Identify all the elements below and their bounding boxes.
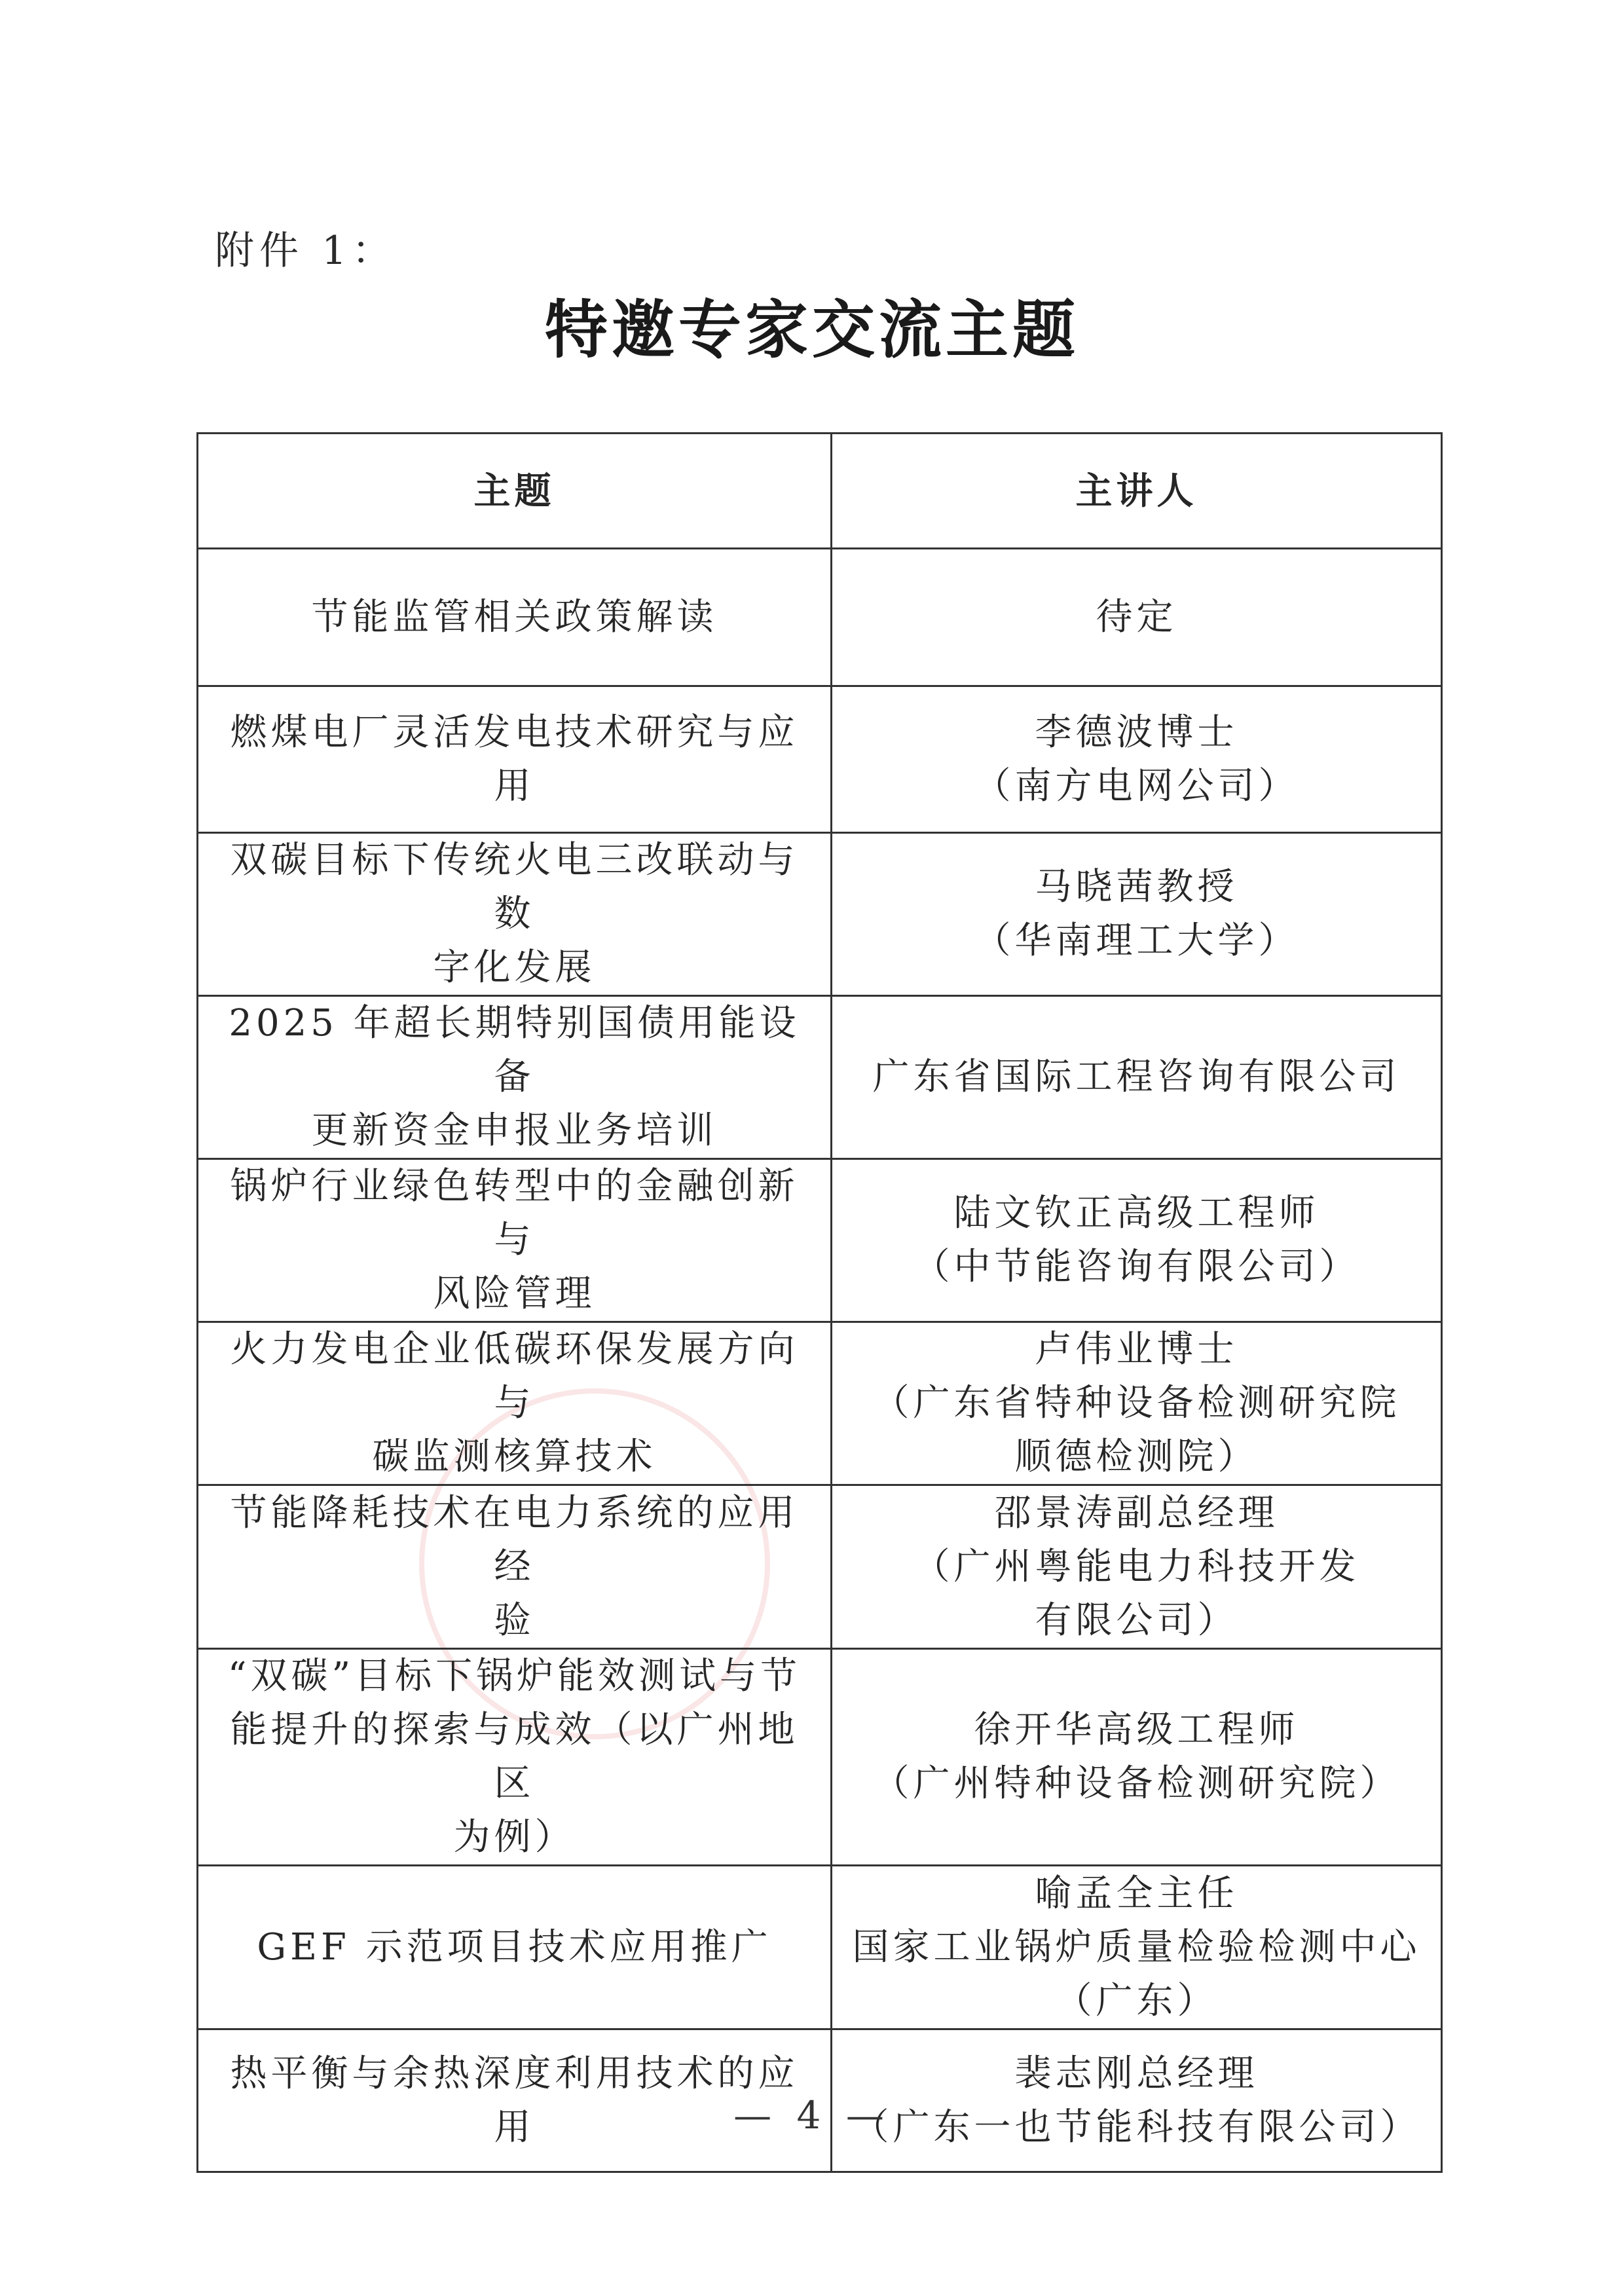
speaker-cell-line: 卢伟业博士 — [1035, 1328, 1238, 1371]
speaker-cell — [832, 996, 1442, 1159]
speaker-cell — [832, 1866, 1442, 2029]
topic-cell-line: GEF 示范项目技术应用推广 — [257, 1925, 772, 1969]
attachment-label: 附件 1： — [215, 228, 397, 274]
topic-cell — [198, 1866, 832, 2029]
speaker-cell — [832, 686, 1442, 833]
topic-cell — [198, 833, 832, 996]
table-row — [198, 833, 1442, 996]
speaker-cell — [832, 1322, 1442, 1485]
speaker-cell-line: （南方电网公司） — [974, 764, 1299, 807]
speaker-cell-line: 马晓茜教授 — [1035, 866, 1238, 908]
speaker-cell-line: （广州粤能电力科技开发 — [913, 1545, 1360, 1588]
speaker-cell-line: 陆文钦正高级工程师 — [953, 1192, 1320, 1234]
topic-cell-line: 双碳目标下传统火电三改联动与数 — [230, 839, 799, 935]
table-row — [198, 1485, 1442, 1649]
table-header-row — [198, 434, 1442, 549]
topic-cell — [198, 996, 832, 1159]
topic-cell — [198, 1159, 832, 1322]
table-row — [198, 996, 1442, 1159]
topic-cell — [198, 686, 832, 833]
topic-cell-line: 风险管理 — [433, 1272, 596, 1315]
speaker-cell-line: 有限公司） — [1035, 1599, 1238, 1642]
table-row — [198, 549, 1442, 686]
topic-cell-line: 更新资金申报业务培训 — [311, 1109, 718, 1152]
speaker-cell — [832, 1485, 1442, 1649]
topic-cell — [198, 549, 832, 686]
topic-cell-line: 碳监测核算技术 — [372, 1435, 657, 1478]
table-body — [198, 549, 1442, 2172]
speaker-cell-line: 顺德检测院） — [1014, 1435, 1259, 1478]
speaker-cell — [832, 1649, 1442, 1866]
speaker-cell-line: 李德波博士 — [1035, 711, 1238, 754]
table-row — [198, 686, 1442, 833]
topic-cell — [198, 1485, 832, 1649]
speaker-cell — [832, 549, 1442, 686]
topic-cell-line: 火力发电企业低碳环保发展方向与 — [230, 1328, 799, 1424]
topic-cell-line: 验 — [494, 1599, 535, 1642]
speaker-cell-line: 邵景涛副总经理 — [994, 1491, 1279, 1534]
header-speaker: 主讲人 — [832, 434, 1442, 549]
topic-cell-line: 锅炉行业绿色转型中的金融创新与 — [230, 1165, 799, 1261]
table-row — [198, 1649, 1442, 1866]
speaker-cell-line: 国家工业锅炉质量检验检测中心 — [852, 1925, 1421, 1969]
topic-cell-line: 为例） — [453, 1816, 576, 1859]
topic-cell-line: 节能降耗技术在电力系统的应用经 — [230, 1491, 799, 1588]
expert-topics-table — [196, 432, 1443, 2173]
table-row — [198, 1866, 1442, 2029]
topic-cell-line: “双碳”目标下锅炉能效测试与节 — [227, 1655, 802, 1697]
table-row — [198, 1322, 1442, 1485]
speaker-cell-line: （广东省特种设备检测研究院 — [872, 1382, 1401, 1424]
speaker-cell — [832, 1159, 1442, 1322]
header-topic: 主题 — [198, 434, 832, 549]
speaker-cell-line: 喻孟全主任 — [1035, 1872, 1238, 1915]
speaker-cell-line: （广东） — [1055, 1979, 1218, 2022]
speaker-cell-line: 徐开华高级工程师 — [974, 1709, 1299, 1751]
speaker-cell-line: 待定 — [1096, 595, 1177, 639]
topic-cell-line: 燃煤电厂灵活发电技术研究与应用 — [230, 711, 799, 807]
topic-cell-line: 2025 年超长期特别国债用能设备 — [229, 1002, 800, 1098]
speaker-cell — [832, 833, 1442, 996]
speaker-cell-line: （华南理工大学） — [974, 919, 1299, 962]
speaker-cell-line: 裴志刚总经理 — [1014, 2052, 1259, 2095]
topic-cell-line: 热平衡与余热深度利用技术的应用 — [230, 2052, 799, 2149]
table-row — [198, 1159, 1442, 1322]
topic-cell — [198, 1322, 832, 1485]
speaker-cell-line: （广州特种设备检测研究院） — [872, 1762, 1401, 1805]
speaker-cell-line: 广东省国际工程咨询有限公司 — [872, 1056, 1401, 1098]
topic-cell-line: 能提升的探索与成效（以广州地区 — [230, 1709, 799, 1805]
speaker-cell-line: （中节能咨询有限公司） — [913, 1246, 1360, 1288]
speaker-cell-line: （广东一也节能科技有限公司） — [852, 2105, 1421, 2149]
topic-cell-line: 节能监管相关政策解读 — [311, 595, 718, 639]
topic-cell-line: 字化发展 — [433, 946, 596, 989]
topic-cell — [198, 1649, 832, 1866]
page-number: — 4 — — [733, 2093, 891, 2138]
document-title: 特邀专家交流主题 — [545, 293, 1079, 367]
